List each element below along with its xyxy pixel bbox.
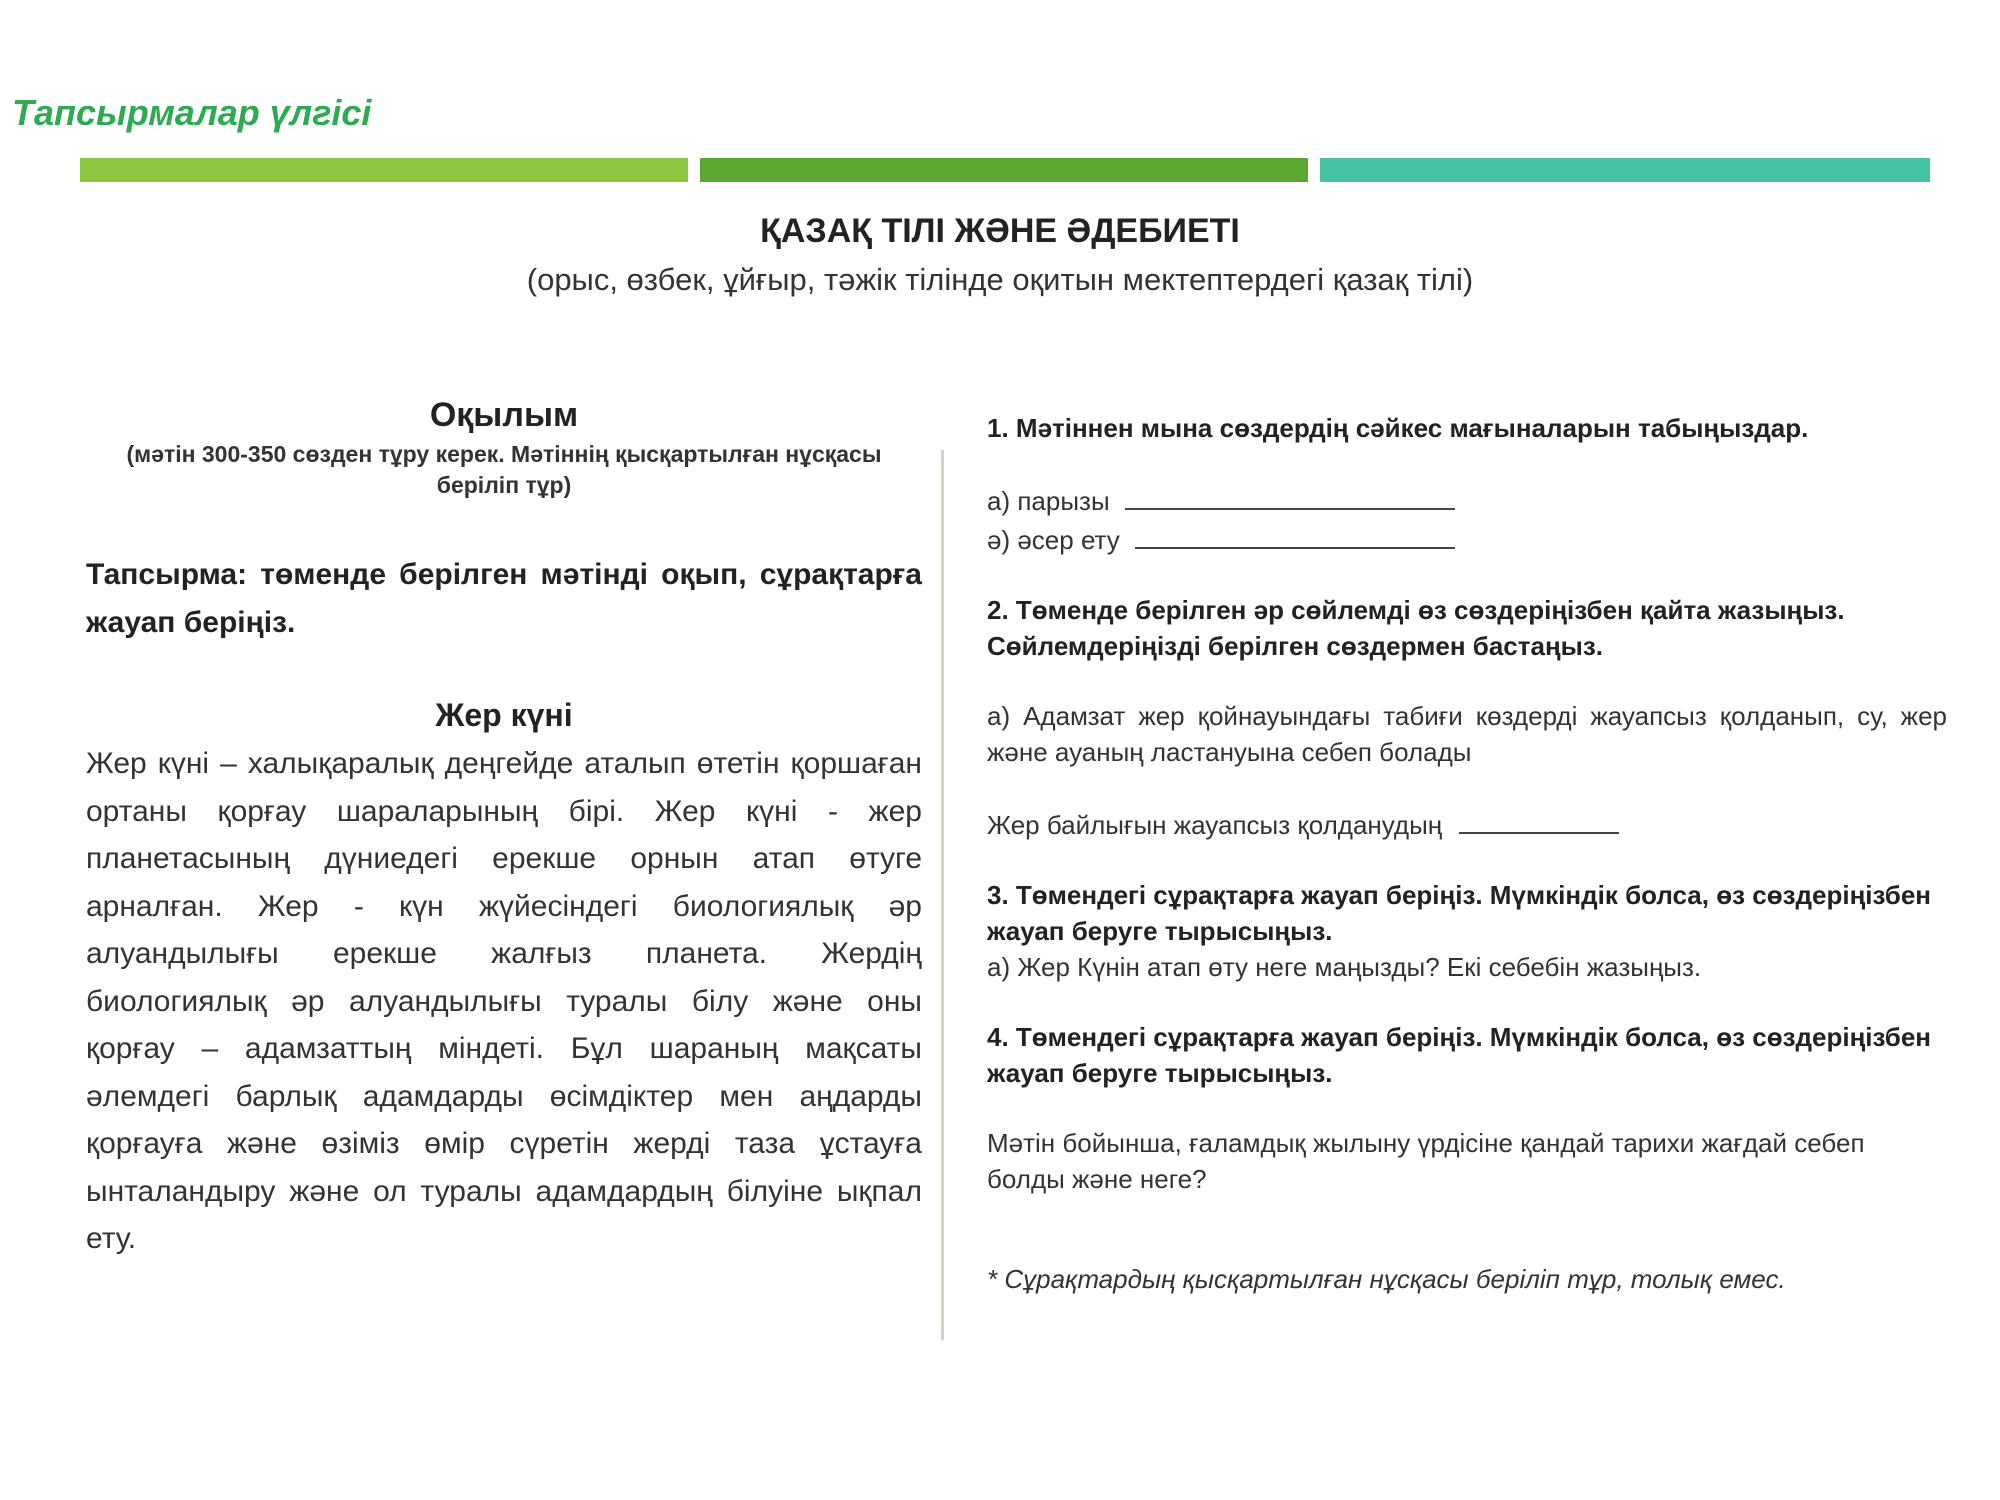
question-2-start-row: [987, 804, 1947, 843]
answer-label-a: а) парызы: [987, 486, 1110, 516]
color-bar-green: [700, 158, 1308, 182]
task-instruction: Тапсырма: төменде берілген мәтінді оқып, сұрақтарға жауап беріңіз.: [86, 558, 922, 639]
question-2-line-1: 2. Төменде берілген әр сөйлемді өз сөздеріңізбен қайта жазыңыз.: [987, 595, 1845, 625]
section-note: (мәтін 300-350 сөзден тұру керек. Мәтіннің қысқартылған нұсқасы беріліп тұр): [126, 441, 882, 498]
question-3: 3. Төмендегі сұрақтарға жауап беріңіз. Мүмкіндік болса, өз сөздеріңізбен жауап беруге тырысыңыз.: [987, 880, 1932, 946]
question-3-a: а) Жер Күнін атап өту неге маңызды? Екі себебін жазыңыз.: [987, 952, 1702, 982]
answer-line-a: [1125, 480, 1455, 510]
question-2-sentence: а) Адамзат жер қойнауындағы табиғи көздерді жауапсыз қолданып, су, жер және ауаның ластануына себеп болады: [987, 701, 1947, 767]
question-2: [987, 592, 1947, 664]
answer-line-b: [1135, 519, 1455, 549]
document-subtitle: (орыс, өзбек, ұйғыр, тәжік тілінде оқитын мектептердегі қазақ тілі): [526, 262, 1474, 297]
footnote: * Сұрақтардың қысқартылған нұсқасы беріліп тұр, толық емес.: [987, 1264, 1786, 1294]
color-bar-teal: [1320, 158, 1930, 182]
column-divider: [941, 450, 944, 1340]
question-4-text: Мәтін бойынша, ғаламдық жылыну үрдісіне қандай тарихи жағдай себеп болды және неге?: [987, 1128, 1865, 1194]
text-title: Жер күні: [435, 697, 573, 733]
section-title: Оқылым: [429, 396, 579, 434]
reading-section: [86, 396, 922, 1263]
question-1: 1. Мәтіннен мына сөздердің сәйкес мағыналарын табыңыздар.: [987, 413, 1809, 443]
questions-section: [987, 410, 1947, 1297]
answer-line-q2: [1459, 804, 1619, 834]
question-4: 4. Төмендегі сұрақтарға жауап беріңіз. Мүмкіндік болса, өз сөздеріңізбен жауап беруге тырысыңыз.: [987, 1022, 1932, 1088]
answer-label-b: ә) әсер ету: [987, 525, 1120, 555]
text-body: Жер күні – халықаралық деңгейде аталып өтетін қоршаған ортаны қорғау шараларының бірі. Жер күні - жер планетасының дүниедегі ерекше орнын атап өтуге арналған. Жер - күн жүйесіндегі биологиялық әр алуандылығы ерекше жалғыз планета. Жердің биологиялық әр алуандылығы туралы білу және оны қорғау – адамзаттың міндеті. Бұл шараның мақсаты әлемдегі барлық адамдарды өсімдіктер мен аңдарды қорғауға және өзіміз өмір сүретін жерді таза ұстауға ынталандыру және ол туралы адамдардың білуіне ықпал ету.: [86, 747, 922, 1255]
question-2-start: Жер байлығын жауапсыз қолданудың: [987, 810, 1443, 840]
color-bar-light-green: [80, 158, 688, 182]
header-color-bars: [80, 158, 1930, 182]
answer-row-a: [987, 480, 1947, 519]
document-title: ҚАЗАҚ ТІЛІ ЖӘНЕ ӘДЕБИЕТІ: [760, 212, 1240, 250]
page-label: Тапсырмалар үлгісі: [12, 92, 372, 133]
question-2-line-2: Сөйлемдеріңізді берілген сөздермен бастаңыз.: [987, 631, 1604, 661]
answer-row-b: [987, 519, 1947, 558]
